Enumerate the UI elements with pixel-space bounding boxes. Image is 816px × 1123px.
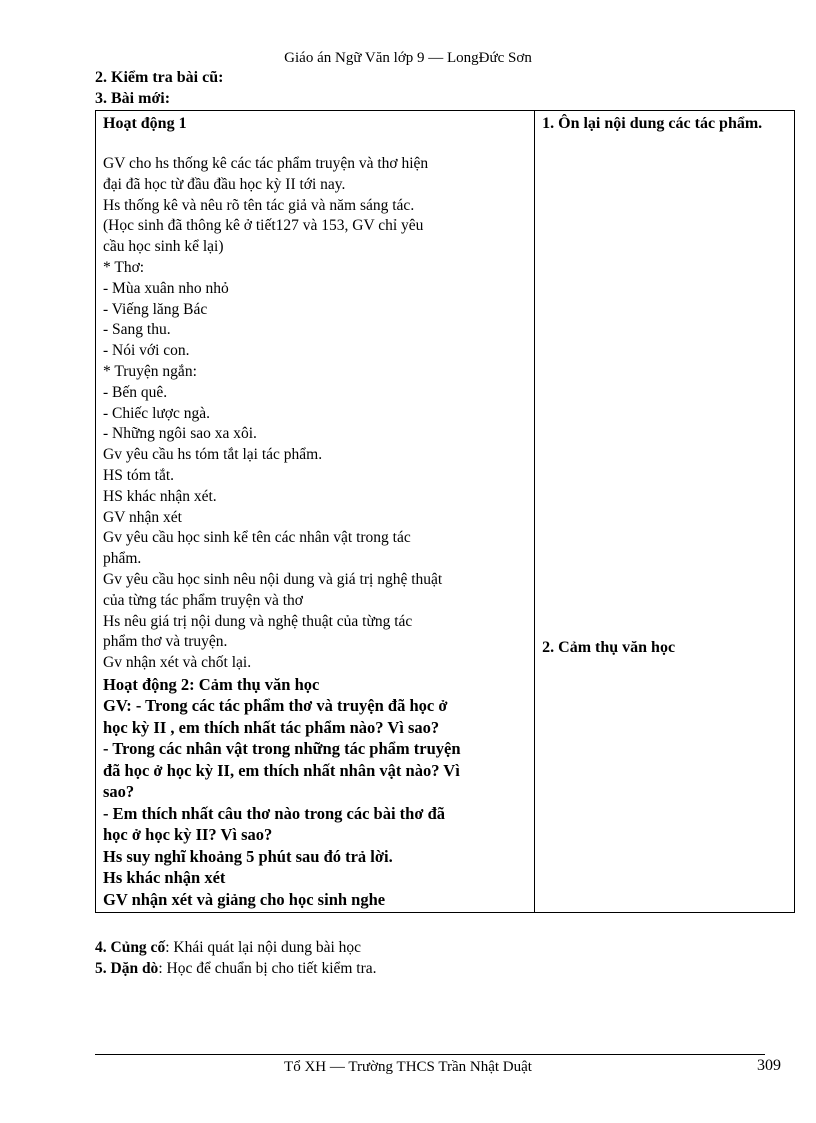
section-new-lesson: 3. Bài mới: xyxy=(95,90,171,107)
activity-line: cầu học sinh kể lại) xyxy=(103,238,224,256)
activity-line: Gv yêu cầu học sinh nêu nội dung và giá trị nghệ thuật xyxy=(103,570,443,588)
activity-line: * Thơ: xyxy=(103,258,145,276)
activity-line: Hs nêu giá trị nội dung và nghệ thuật của từng tác xyxy=(103,612,413,630)
activity-line: GV nhận xét xyxy=(103,508,182,526)
activity-2-line: - Trong các nhân vật trong những tác phẩm truyện xyxy=(103,739,461,759)
homework-line xyxy=(95,958,377,979)
page-header: Giáo án Ngữ Văn lớp 9 — LongĐức Sơn xyxy=(284,50,532,66)
activity-line: - Mùa xuân nho nhỏ xyxy=(103,279,229,297)
activity-1-content xyxy=(103,154,528,674)
activity-2-content xyxy=(103,674,528,911)
footer-text: Tổ XH — Trường THCS Trần Nhật Duật xyxy=(284,1059,532,1075)
content-heading-1: 1. Ôn lại nội dung các tác phẩm. xyxy=(542,115,763,132)
consolidation-text: : Khái quát lại nội dung bài học xyxy=(165,939,362,956)
activity-line: phẩm thơ và truyện. xyxy=(103,633,228,651)
activity-2-line: học kỳ II , em thích nhất tác phẩm nào? Vì sao? xyxy=(103,717,440,737)
activity-line: - Bến quê. xyxy=(103,383,168,401)
activity-line: (Học sinh đã thông kê ở tiết127 và 153, GV chỉ yêu xyxy=(103,217,424,235)
activity-line: đại đã học từ đầu đầu học kỳ II tới nay. xyxy=(103,175,346,193)
footer-divider xyxy=(95,1054,765,1055)
activity-2-line: đã học ở học kỳ II, em thích nhất nhân vật nào? Vì xyxy=(103,760,460,780)
homework-label: 5. Dặn dò xyxy=(95,960,159,977)
page-number: 309 xyxy=(757,1057,781,1074)
lesson-table xyxy=(95,110,795,913)
activity-line: HS khác nhận xét. xyxy=(103,487,217,505)
section-headings xyxy=(95,67,223,109)
activity-line: * Truyện ngắn: xyxy=(103,362,197,380)
activity-2-line: - Em thích nhất câu thơ nào trong các bài thơ đã xyxy=(103,803,446,823)
activity-line: - Nói với con. xyxy=(103,342,190,360)
activity-line: Gv yêu cầu học sinh kể tên các nhân vật trong tác xyxy=(103,529,411,547)
activity-line: - Sang thu. xyxy=(103,321,171,339)
activity-line: - Những ngôi sao xa xôi. xyxy=(103,425,257,443)
consolidation-line xyxy=(95,937,377,958)
activity-2-line: Hoạt động 2: Cảm thụ văn học xyxy=(103,674,320,694)
activity-line: HS tóm tắt. xyxy=(103,466,175,484)
activity-line: Gv nhận xét và chốt lại. xyxy=(103,654,252,672)
activity-line: - Chiếc lược ngà. xyxy=(103,404,210,422)
activity-line: của từng tác phẩm truyện và thơ xyxy=(103,591,303,609)
activity-line: Hs thống kê và nêu rõ tên tác giả và năm sáng tác. xyxy=(103,196,415,214)
activity-1-title: Hoạt động 1 xyxy=(103,115,187,132)
consolidation-label: 4. Củng cố xyxy=(95,939,166,956)
activity-line: Gv yêu cầu hs tóm tắt lại tác phẩm. xyxy=(103,446,323,464)
activity-line: phẩm. xyxy=(103,550,142,568)
activity-2-line: học ở học kỳ II? Vì sao? xyxy=(103,825,273,845)
activity-line: - Viếng lăng Bác xyxy=(103,300,208,318)
activities-column xyxy=(96,111,535,913)
activity-2-line: GV: - Trong các tác phẩm thơ và truyện đã học ở xyxy=(103,696,448,716)
activity-2-line: Hs khác nhận xét xyxy=(103,868,226,888)
activity-2-line: sao? xyxy=(103,782,135,802)
activity-2-line: Hs suy nghĩ khoảng 5 phút sau đó trả lời. xyxy=(103,846,393,866)
section-check-old-lesson: 2. Kiểm tra bài cũ: xyxy=(95,69,224,86)
homework-text: : Học để chuẩn bị cho tiết kiểm tra. xyxy=(158,960,377,977)
lesson-wrapup xyxy=(95,937,377,979)
content-heading-2: 2. Cảm thụ văn học xyxy=(542,639,676,656)
activity-line: GV cho hs thống kê các tác phẩm truyện và thơ hiện xyxy=(103,155,429,172)
activity-2-line: GV nhận xét và giảng cho học sinh nghe xyxy=(103,889,386,909)
content-column xyxy=(535,111,795,913)
